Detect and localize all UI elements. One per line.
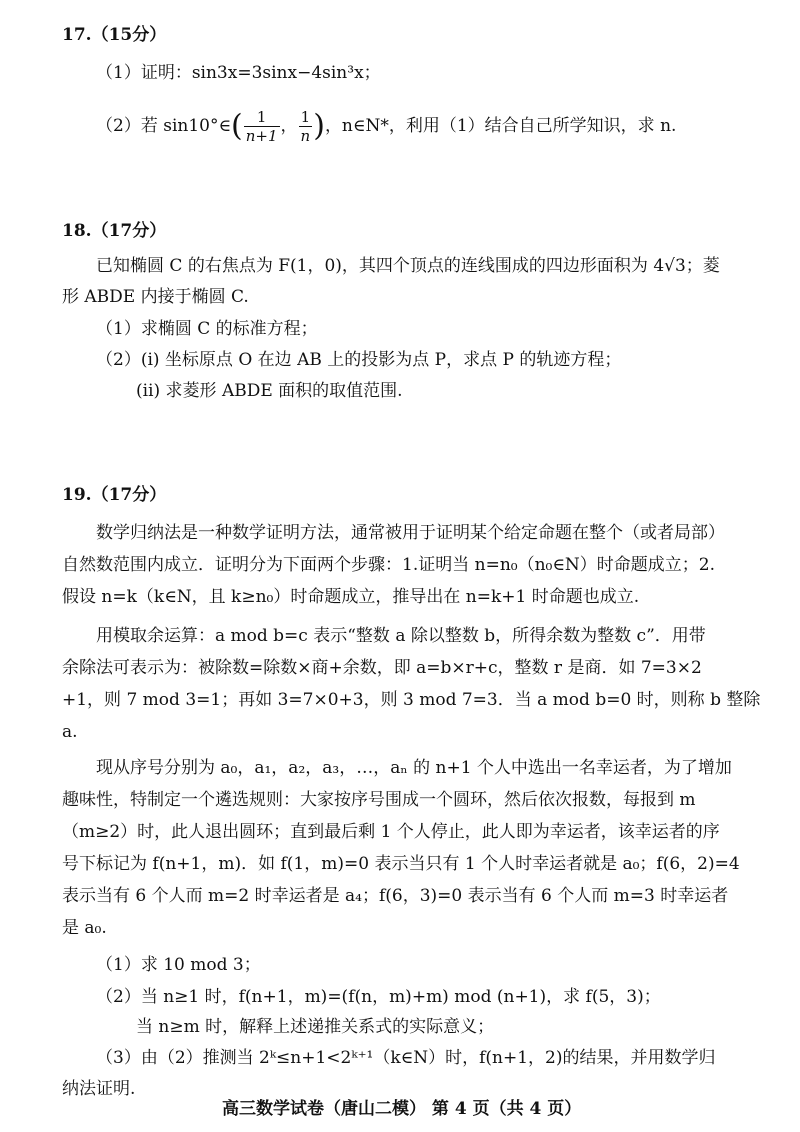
q19-paragraph-3-line-4: 号下标记为 f(n+1，m)．如 f(1，m)=0 表示当只有 1 个人时幸运者就是 a₀；f(6，2)=4 (62, 854, 740, 874)
q19-part2-line-1: （2）当 n≥1 时，f(n+1，m)=(f(n，m)+m) mod (n+1)，求 f(5，3)； (96, 987, 661, 1007)
q19-paragraph-3-line-1: 现从序号分别为 a₀，a₁，a₂，a₃，…，aₙ 的 n+1 个人中选出一名幸运者，为了增加 (96, 758, 732, 778)
q19-part1: （1）求 10 mod 3； (96, 955, 261, 975)
fraction-1-over-n-plus-1: $\frac{1}{n+1}$ (245, 108, 278, 145)
q19-part2-line-2: 当 n≥m 时，解释上述递推关系式的实际意义； (136, 1017, 495, 1037)
q19-part3-line-2: 纳法证明. (62, 1079, 136, 1099)
q19-paragraph-3-line-6: 是 a₀. (62, 918, 107, 938)
q18-part1: （1）求椭圆 C 的标准方程； (96, 319, 318, 339)
q19-paragraph-3-line-5: 表示当有 6 个人而 m=2 时幸运者是 a₄；f(6，3)=0 表示当有 6 个人而 m=3 时幸运者 (62, 886, 729, 906)
q17-part2-suffix: ，n∈N*，利用（1）结合自己所学知识，求 n. (324, 116, 677, 136)
q19-header: 19.（17分） (62, 485, 167, 505)
q19-paragraph-3-line-3: （m≥2）时，此人退出圆环；直到最后剩 1 个人停止，此人即为幸运者，该幸运者的序 (62, 822, 720, 842)
q18-intro-1: 已知椭圆 C 的右焦点为 F(1，0)，其四个顶点的连线围成的四边形面积为 4√3；菱 (96, 256, 720, 276)
q17-part2: （2）若 sin10°∈( $\frac{1}{n+1}$ ， $\frac{1}{n}$ )，n∈N*，利用（1）结合自己所学知识，求 n. (96, 108, 677, 145)
q18-part2-i: （2）(ⅰ) 坐标原点 O 在边 AB 上的投影为点 P，求点 P 的轨迹方程； (96, 350, 622, 370)
q19-paragraph-2-line-4: a. (62, 722, 78, 742)
page-footer: 高三数学试卷（唐山二模） 第 4 页（共 4 页） (222, 1099, 582, 1119)
fraction-1-over-n: $\frac{1}{n}$ (300, 108, 311, 145)
q19-paragraph-2-line-3: +1，则 7 mod 3=1；再如 3=7×0+3，则 3 mod 7=3．当 a mod b=0 时，则称 b 整除 (62, 690, 761, 710)
q19-paragraph-1-line-1: 数学归纳法是一种数学证明方法，通常被用于证明某个给定命题在整个（或者局部） (96, 523, 725, 543)
q18-part2-ii: (ⅱ) 求菱形 ABDE 面积的取值范围. (136, 381, 403, 401)
q17-header: 17.（15分） (62, 25, 167, 45)
q18-header: 18.（17分） (62, 221, 167, 241)
q18-intro-2: 形 ABDE 内接于椭圆 C. (62, 287, 249, 307)
q19-paragraph-2-line-1: 用模取余运算：a mod b=c 表示“整数 a 除以整数 b，所得余数为整数 c”．用带 (96, 626, 706, 646)
q19-paragraph-2-line-2: 余除法可表示为：被除数=除数×商+余数，即 a=b×r+c，整数 r 是商．如 7=3×2 (62, 658, 702, 678)
q19-paragraph-3-line-2: 趣味性，特制定一个遴选规则：大家按序号围成一个圆环，然后依次报数，每报到 m (62, 790, 696, 810)
q17-part2-prefix: （2）若 sin10°∈ (96, 116, 232, 136)
q19-part3-line-1: （3）由（2）推测当 2ᵏ≤n+1<2ᵏ⁺¹（k∈N）时，f(n+1，2)的结果，并用数学归 (96, 1048, 716, 1068)
q19-paragraph-1-line-3: 假设 n=k（k∈N，且 k≥n₀）时命题成立，推导出在 n=k+1 时命题也成立. (62, 587, 640, 607)
q19-paragraph-1-line-2: 自然数范围内成立．证明分为下面两个步骤：1.证明当 n=n₀（n₀∈N）时命题成立；2. (62, 555, 716, 575)
q17-part1: （1）证明：sin3x=3sinx−4sin³x； (96, 63, 381, 83)
